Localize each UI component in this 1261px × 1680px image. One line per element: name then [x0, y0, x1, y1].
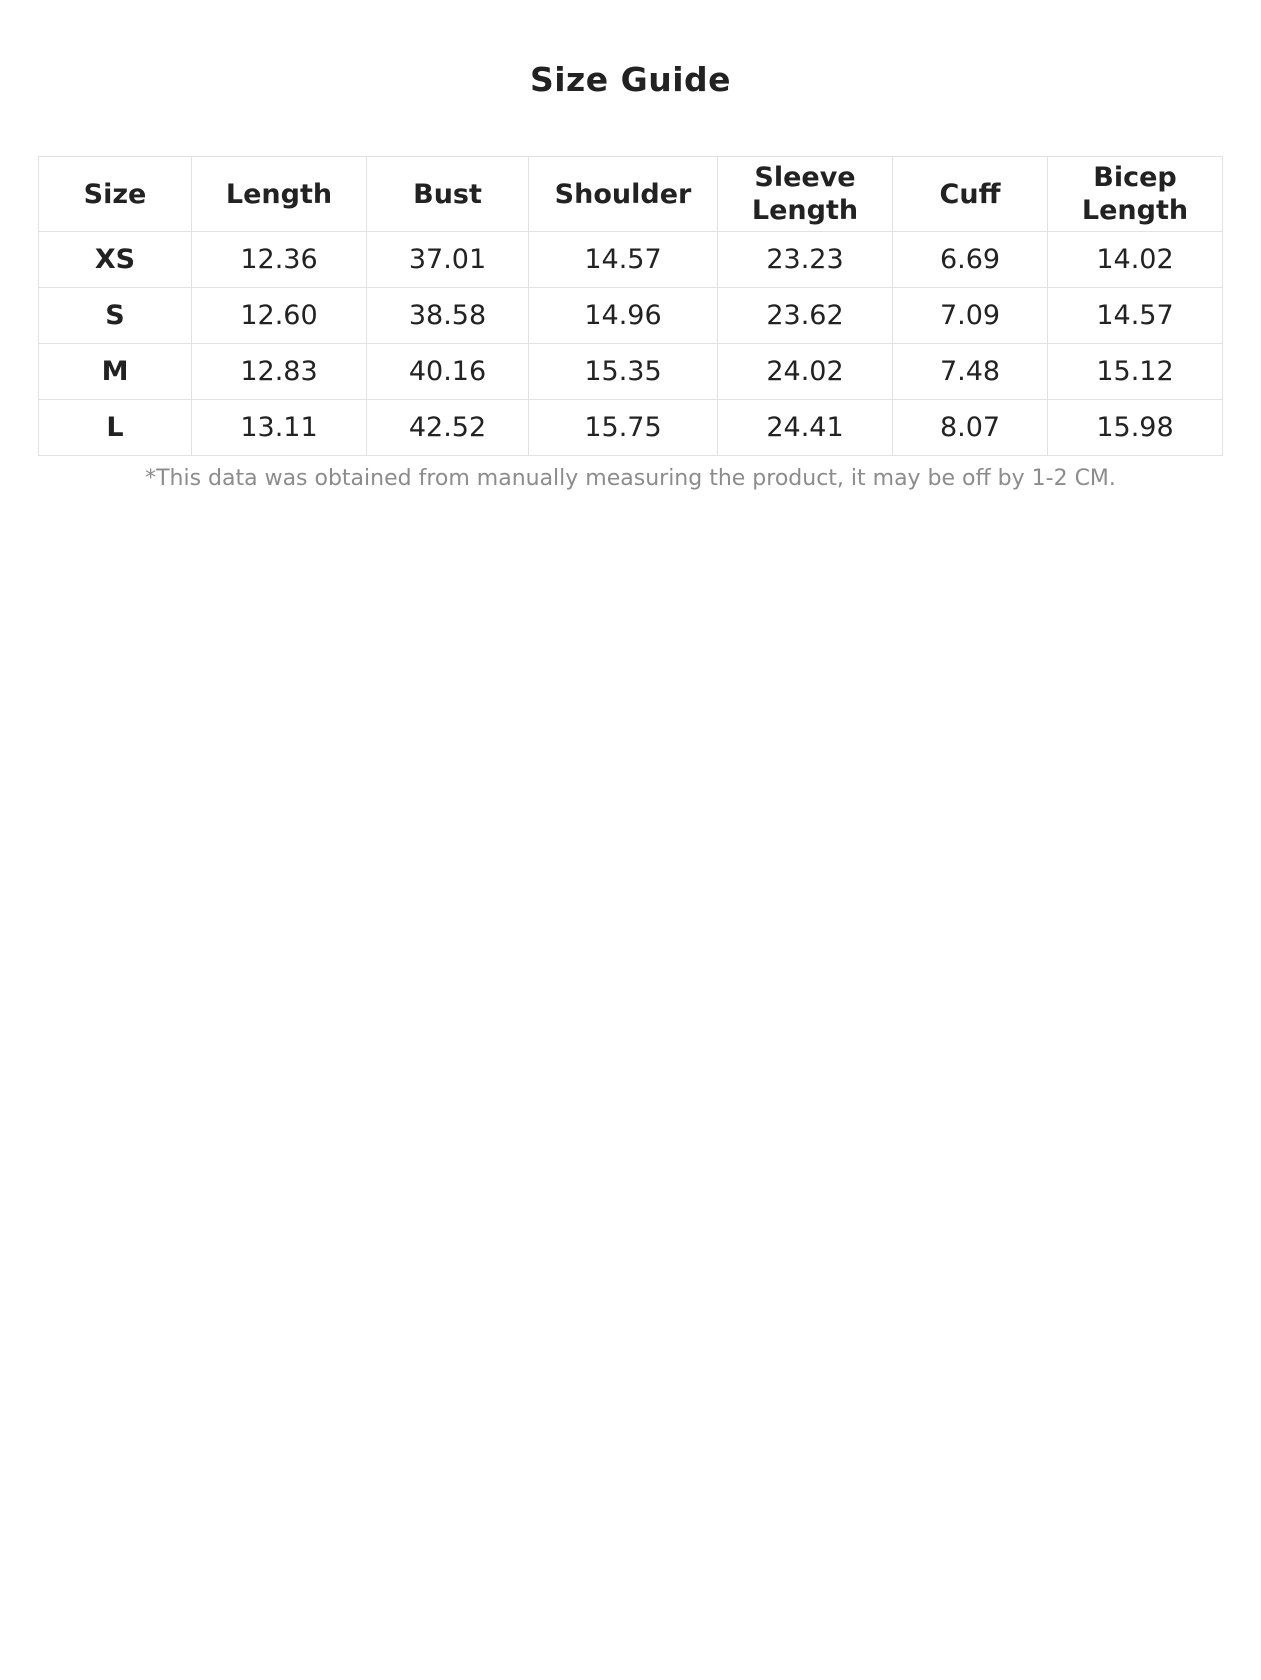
- shoulder-cell: 14.57: [529, 232, 718, 288]
- sleeve-length-cell: 23.23: [718, 232, 893, 288]
- size-cell: M: [39, 344, 192, 400]
- size-cell: S: [39, 288, 192, 344]
- header-size: Size: [39, 157, 192, 232]
- bust-cell: 40.16: [367, 344, 529, 400]
- cuff-cell: 7.48: [893, 344, 1048, 400]
- bicep-length-cell: 15.98: [1048, 400, 1223, 456]
- bust-cell: 38.58: [367, 288, 529, 344]
- length-cell: 12.36: [192, 232, 367, 288]
- table-row: [39, 288, 1223, 344]
- header-length: Length: [192, 157, 367, 232]
- table-header-row: [39, 157, 1223, 232]
- bicep-length-cell: 14.57: [1048, 288, 1223, 344]
- header-cuff: Cuff: [893, 157, 1048, 232]
- cuff-cell: 7.09: [893, 288, 1048, 344]
- header-bust: Bust: [367, 157, 529, 232]
- cuff-cell: 6.69: [893, 232, 1048, 288]
- shoulder-cell: 14.96: [529, 288, 718, 344]
- sleeve-length-cell: 24.41: [718, 400, 893, 456]
- bust-cell: 42.52: [367, 400, 529, 456]
- header-shoulder: Shoulder: [529, 157, 718, 232]
- header-bicep-length: Bicep Length: [1048, 157, 1223, 232]
- page-title: Size Guide: [529, 60, 732, 99]
- table-row: [39, 400, 1223, 456]
- length-cell: 12.60: [192, 288, 367, 344]
- bust-cell: 37.01: [367, 232, 529, 288]
- bicep-length-cell: 15.12: [1048, 344, 1223, 400]
- shoulder-cell: 15.35: [529, 344, 718, 400]
- bicep-length-cell: 14.02: [1048, 232, 1223, 288]
- shoulder-cell: 15.75: [529, 400, 718, 456]
- size-table: [38, 156, 1223, 456]
- sleeve-length-cell: 23.62: [718, 288, 893, 344]
- cuff-cell: 8.07: [893, 400, 1048, 456]
- header-sleeve-length: Sleeve Length: [718, 157, 893, 232]
- table-row: [39, 344, 1223, 400]
- length-cell: 13.11: [192, 400, 367, 456]
- size-cell: L: [39, 400, 192, 456]
- sleeve-length-cell: 24.02: [718, 344, 893, 400]
- length-cell: 12.83: [192, 344, 367, 400]
- table-row: [39, 232, 1223, 288]
- measurement-note: *This data was obtained from manually measuring the product, it may be off by 1-2 CM.: [145, 466, 1116, 491]
- size-cell: XS: [39, 232, 192, 288]
